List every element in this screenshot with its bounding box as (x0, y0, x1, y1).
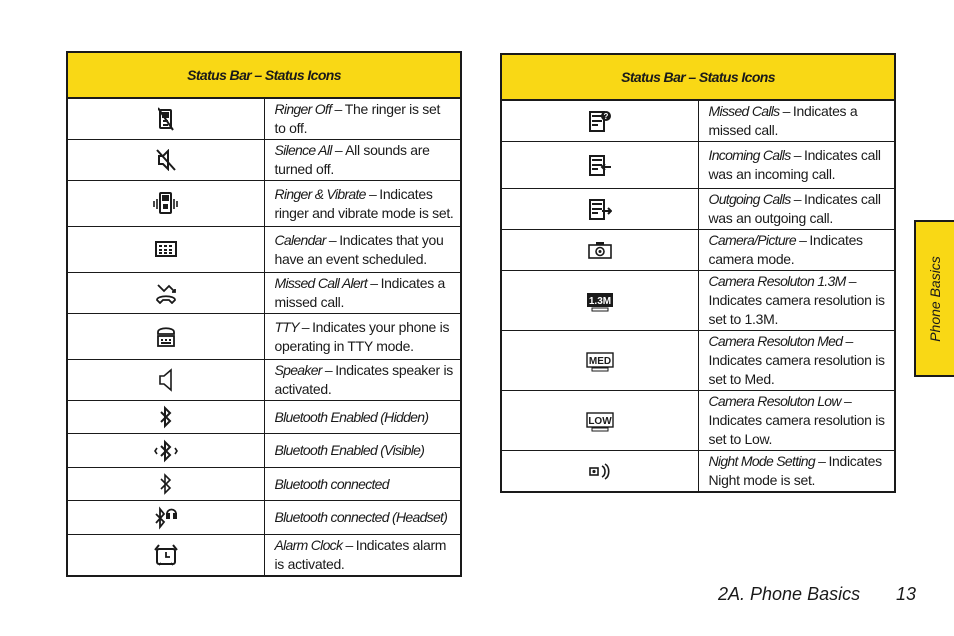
right-status-icons-table (500, 53, 896, 493)
term: Silence All – (274, 142, 346, 158)
speaker-icon (158, 368, 174, 392)
bluetooth-visible-icon (154, 439, 178, 463)
table-row (67, 501, 461, 535)
term: Bluetooth Enabled (Visible) (274, 442, 425, 458)
term: Night Mode Setting – (708, 453, 829, 469)
description: Indicates Night mode is set. (708, 453, 882, 488)
description: Indicates ringer and vibrate mode is set. (274, 185, 454, 221)
camera-resolution-med-icon (586, 350, 614, 372)
table-row (67, 468, 461, 501)
term: Missed Call Alert – (274, 275, 381, 291)
table-row (67, 434, 461, 468)
side-tab-label: Phone Basics (927, 255, 943, 342)
table-row (501, 100, 895, 142)
table-row (501, 271, 895, 331)
page-number: 13 (896, 584, 917, 604)
table-row (501, 331, 895, 391)
term: Ringer Off – (274, 101, 345, 117)
camera-picture-icon (588, 241, 612, 259)
table-header: Status Bar – Status Icons (501, 54, 895, 100)
table-row (67, 401, 461, 434)
svg-text:MED: MED (588, 355, 611, 367)
incoming-calls-icon (588, 153, 612, 177)
term: Bluetooth Enabled (Hidden) (274, 408, 429, 425)
calendar-icon (155, 241, 177, 257)
description: Indicates alarm is activated. (274, 537, 447, 572)
table-row (501, 391, 895, 451)
term: Camera Resoluton 1.3M – (708, 273, 856, 289)
bluetooth-hidden-icon (159, 405, 173, 429)
ringer-off-icon (158, 107, 174, 131)
bluetooth-headset-icon (154, 505, 178, 531)
term: Missed Calls – (708, 103, 793, 119)
outgoing-calls-icon (588, 197, 612, 221)
table-row (67, 314, 461, 360)
description: Indicates camera resolution is set to 1.3M. (708, 292, 885, 327)
alarm-clock-icon (154, 544, 178, 566)
table-row (501, 142, 895, 189)
camera-resolution-low-icon (586, 410, 614, 432)
description: Indicates speaker is activated. (274, 362, 453, 397)
description: Indicates that you have an event scheduled. (274, 231, 444, 267)
missed-calls-icon (588, 109, 612, 133)
table-row (501, 230, 895, 271)
table-row (501, 189, 895, 230)
table-row (67, 535, 461, 577)
tty-icon (156, 326, 176, 348)
term: Camera Resoluton Low – (708, 393, 852, 409)
table-row (67, 98, 461, 140)
description: Indicates call was an incoming call. (708, 147, 881, 182)
description: Indicates camera resolution is set to Low. (708, 412, 885, 447)
table-header: Status Bar – Status Icons (67, 52, 461, 98)
left-status-icons-table (66, 51, 462, 577)
missed-call-alert-icon (155, 282, 177, 304)
table-row (67, 360, 461, 401)
night-mode-icon (588, 461, 612, 481)
silence-all-icon (156, 149, 176, 171)
description: Indicates camera mode. (708, 232, 863, 267)
svg-text:?: ? (603, 112, 609, 121)
svg-text:LOW: LOW (588, 415, 612, 427)
term: Outgoing Calls – (708, 191, 804, 207)
term: Bluetooth connected (Headset) (274, 509, 448, 525)
term: Camera Resoluton Med – (708, 333, 853, 349)
term: Incoming Calls – (708, 147, 804, 163)
term: TTY – (274, 318, 313, 335)
description: All sounds are turned off. (274, 142, 430, 177)
term: Bluetooth connected (274, 475, 389, 492)
bluetooth-connected-icon (159, 472, 173, 496)
term: Camera/Picture – (708, 232, 810, 248)
table-row (67, 181, 461, 227)
description: Indicates your phone is operating in TTY mode. (274, 318, 450, 354)
section-side-tab (914, 220, 954, 377)
description: Indicates a missed call. (708, 103, 858, 138)
description: The ringer is set to off. (274, 101, 441, 136)
ringer-vibrate-icon (153, 191, 179, 217)
svg-text:1.3M: 1.3M (588, 295, 611, 307)
description: Indicates camera resolution is set to Med. (708, 352, 885, 387)
term: Ringer & Vibrate – (274, 185, 380, 202)
table-row (67, 227, 461, 273)
footer-section-title: 2A. Phone Basics (718, 584, 861, 604)
term: Calendar – (274, 231, 340, 248)
term: Alarm Clock – (274, 537, 356, 553)
description: Indicates call was an outgoing call. (708, 191, 881, 226)
camera-resolution-13m-icon (586, 290, 614, 312)
table-row (67, 273, 461, 314)
term: Speaker – (274, 362, 336, 378)
description: Indicates a missed call. (274, 275, 445, 310)
table-row (67, 140, 461, 181)
table-row (501, 451, 895, 493)
